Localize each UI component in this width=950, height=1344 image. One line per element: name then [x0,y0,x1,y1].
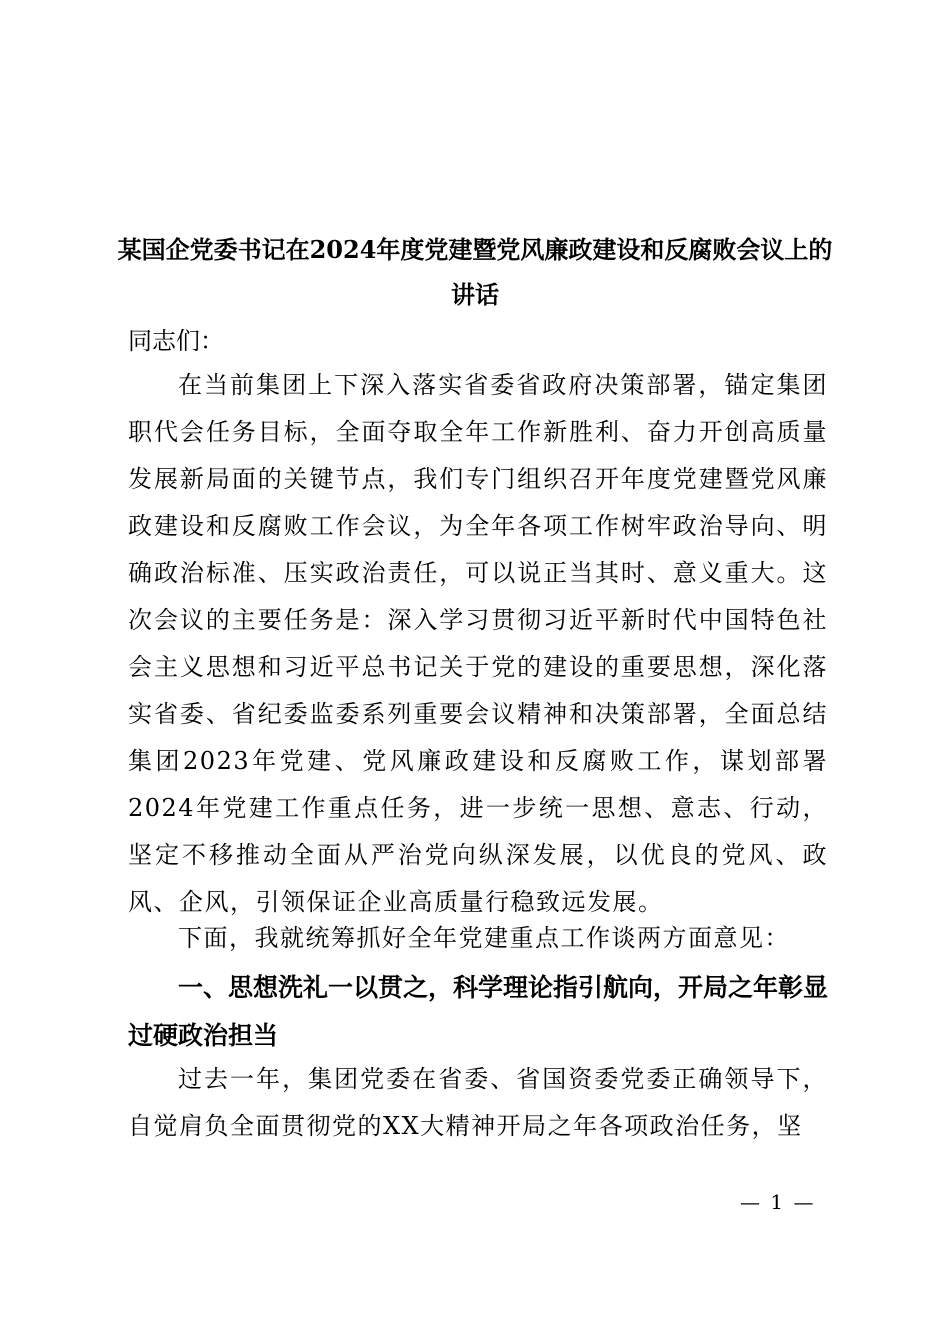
page-number: — 1 — [740,1190,816,1214]
document-title: 某国企党委书记在2024年度党建暨党风廉政建设和反腐败会议上的讲话 [117,235,833,309]
salutation: 同志们： [128,327,224,355]
section-heading: 一、思想洗礼一以贯之，科学理论指引航向，开局之年彰显过硬政治担当 [128,973,829,1050]
body-paragraph: 在当前集团上下深入落实省委省政府决策部署，锚定集团职代会任务目标，全面夺取全年工作新胜利、奋力开创高质量发展新局面的关键节点，我们专门组织召开年度党建暨党风廉政建设和反腐败工作会议，为全年各项工作树牢政治导向、明确政治标准、压实政治责任，可以说正当其时、意义重大。这次会议的主要任务是：深入学习贯彻习近平新时代中国特色社会主义思想和习近平总书记关于党的建设的重要思想，深化落实省委、省纪委监委系列重要会议精神和决策部署，全面总结集团2023年党建、党风廉政建设和反腐败工作，谋划部署2024年党建工作重点任务，进一步统一思想、意志、行动，坚定不移推动全面从严治党向纵深发展，以优良的党风、政风、企风，引领保证企业高质量行稳致远发展。 [128,371,828,916]
body-paragraph: 下面，我就统筹抓好全年党建重点工作谈两方面意见： [178,924,790,952]
body-paragraph: 过去一年，集团党委在省委、省国资委党委正确领导下，自觉肩负全面贯彻党的XX大精神开局之年各项政治任务，坚 [128,1065,828,1140]
